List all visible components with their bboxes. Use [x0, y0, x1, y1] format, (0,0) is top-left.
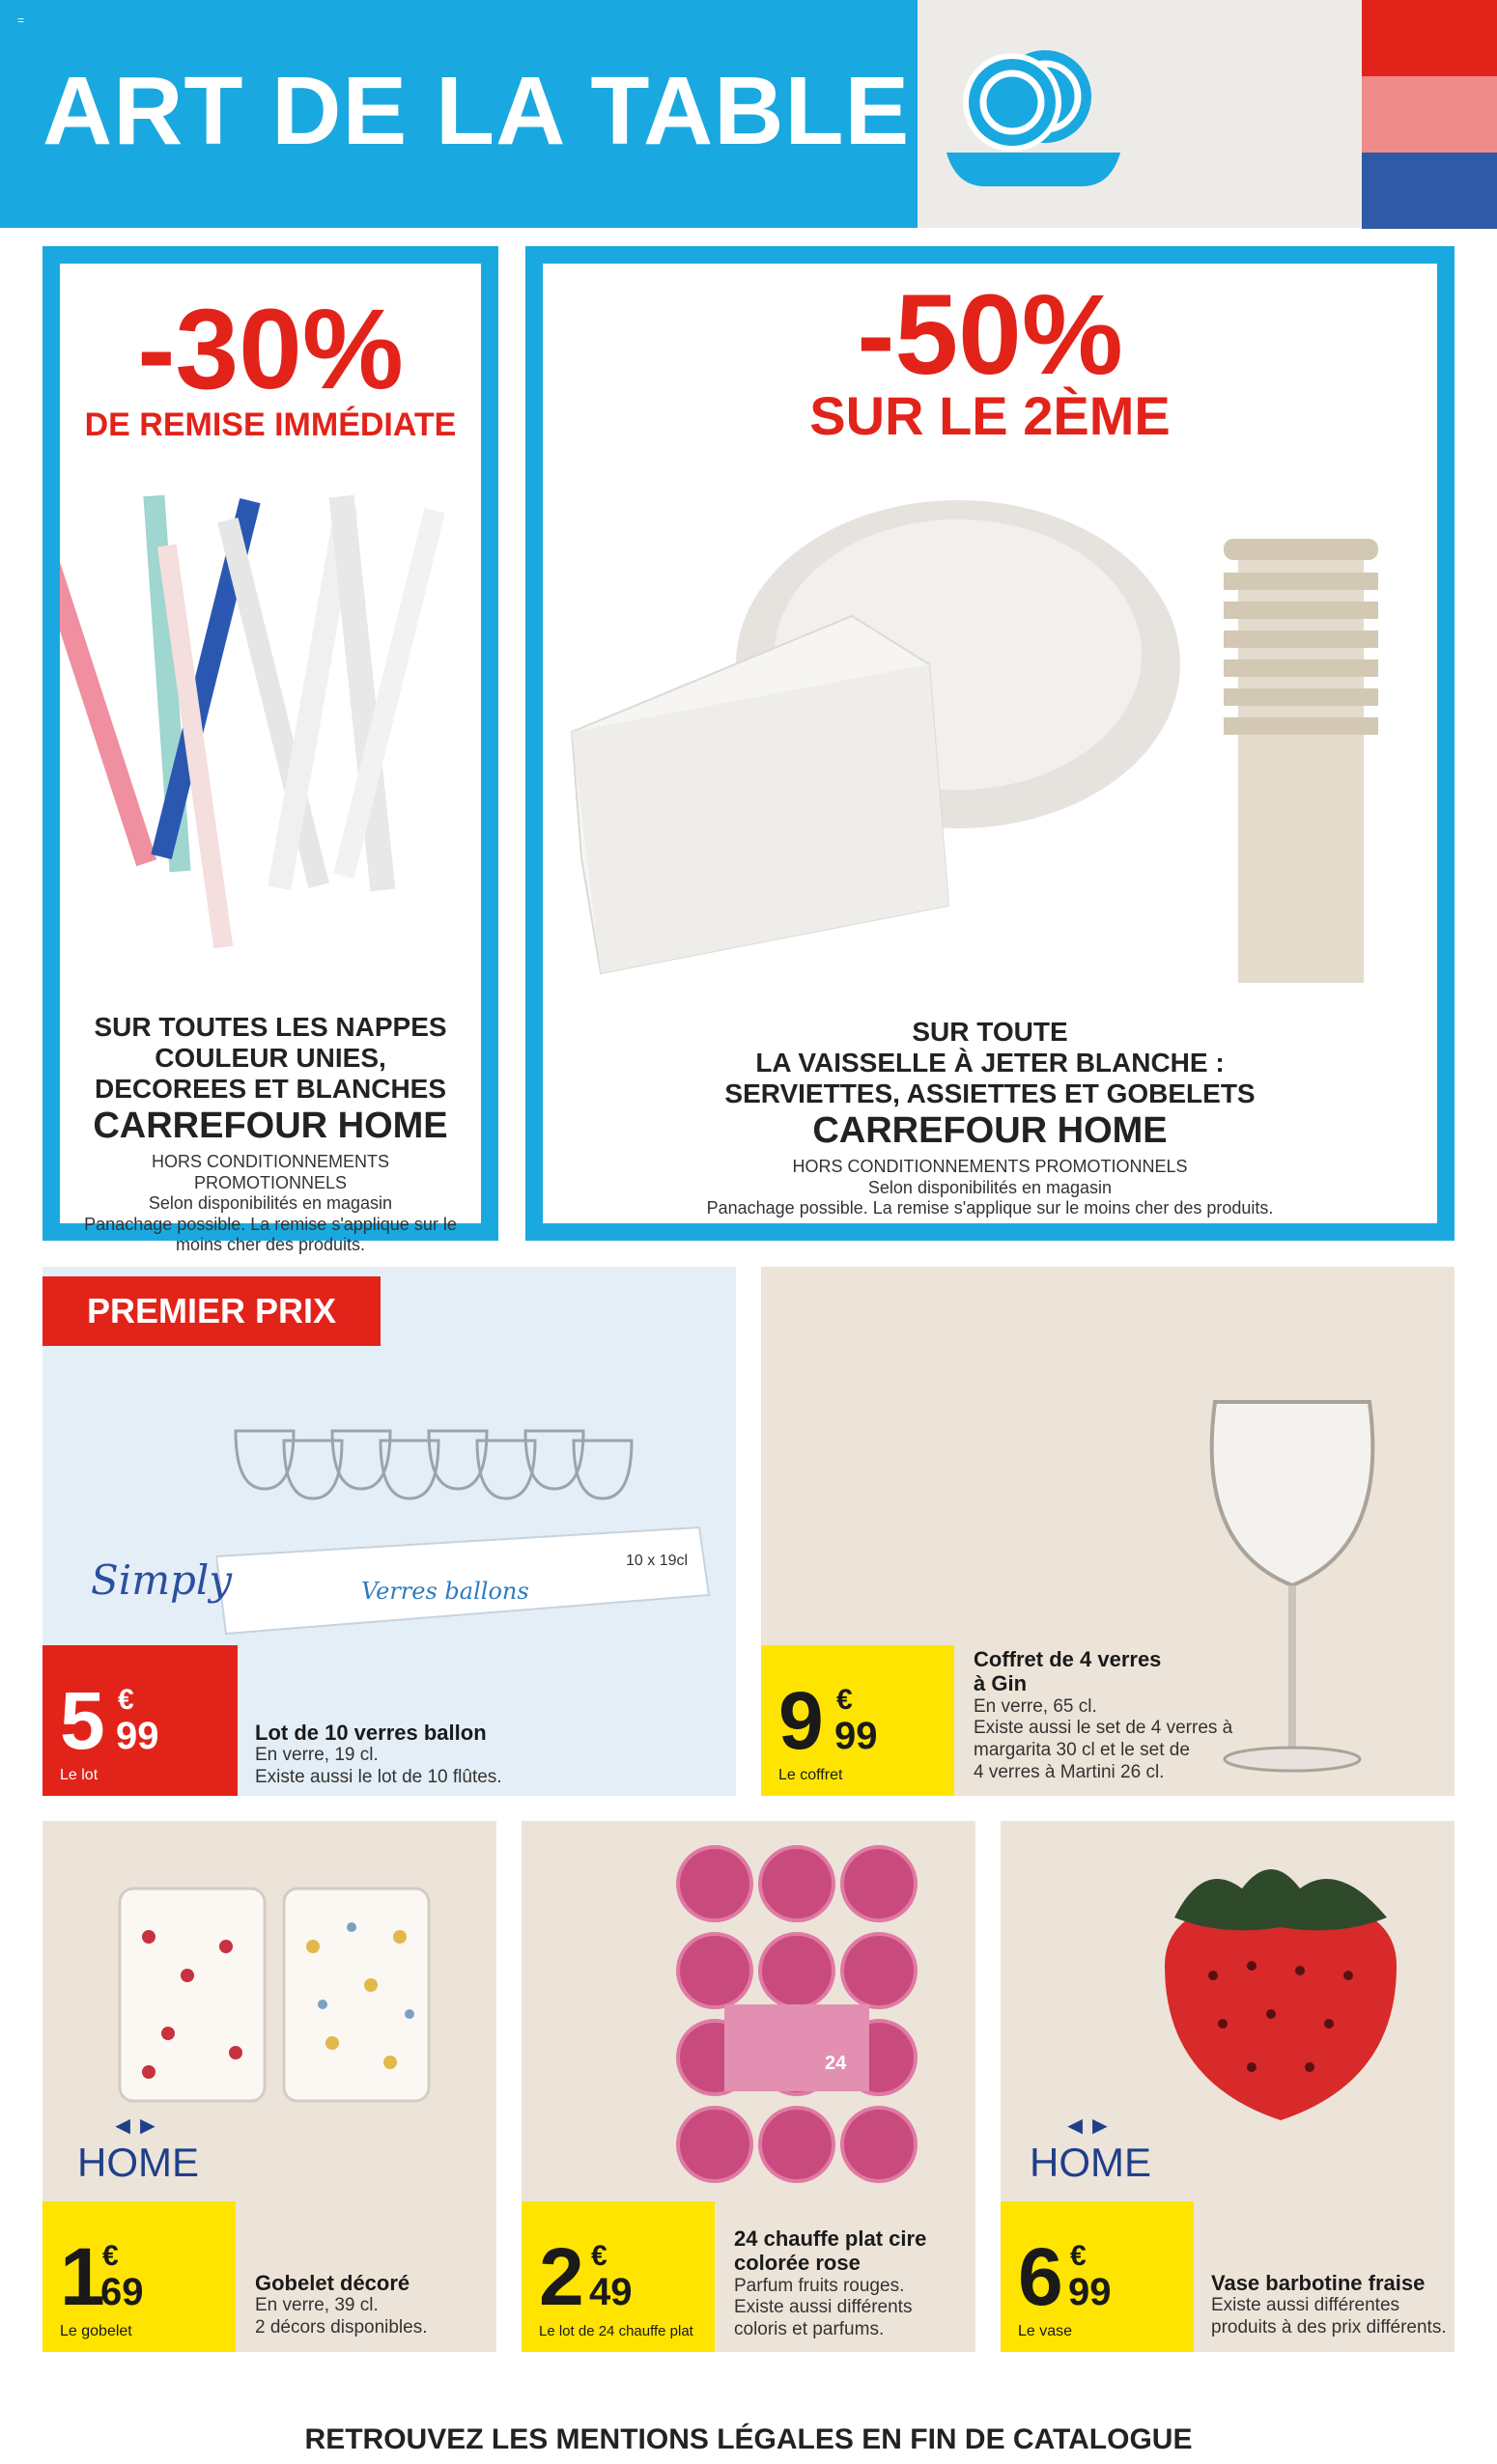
page-marker: = — [17, 14, 25, 27]
promo-note-2: Selon disponibilités en magasin — [867, 1177, 1113, 1197]
decorated-glasses-image — [81, 1869, 467, 2120]
promo-line-1: SUR TOUTE — [912, 1017, 1068, 1047]
promo-note-1: HORS CONDITIONNEMENTS PROMOTIONNELS — [792, 1157, 1188, 1176]
discount-50: -50% — [857, 271, 1123, 399]
discount-sub: SUR LE 2ÈME — [809, 385, 1171, 446]
product-card-vase[interactable] — [1001, 1821, 1455, 2352]
product-title-1: Coffret de 4 verres — [974, 1647, 1162, 1671]
plates-icon — [937, 17, 1130, 210]
product-sub-1: En verre, 19 cl. — [255, 1745, 379, 1766]
promo-note-3: Panachage possible. La remise s'applique sur le moins cher des produits. — [84, 1214, 457, 1255]
price-unit: Le lot — [60, 1767, 99, 1783]
header-icon-panel — [918, 0, 1362, 228]
price-unit: Le vase — [1018, 2323, 1073, 2339]
product-title: Vase barbotine fraise — [1211, 2271, 1426, 2295]
promo-line-2: COULEUR UNIES, — [155, 1043, 386, 1074]
product-sub-4: 4 verres à Martini 26 cl. — [974, 1761, 1165, 1782]
product-sub-2: produits à des prix différents. — [1211, 2317, 1447, 2338]
home-logo: HOME — [1030, 2140, 1151, 2185]
product-sub-2: Existe aussi le set de 4 verres à — [974, 1718, 1233, 1739]
box-count: 10 x 19cl — [626, 1553, 689, 1569]
promo-brand: CARREFOUR HOME — [812, 1109, 1168, 1151]
promo-note-1: HORS CONDITIONNEMENTS PROMOTIONNELS — [151, 1152, 389, 1192]
price-integer: 9 — [778, 1675, 824, 1766]
product-sub-3: coloris et parfums. — [734, 2319, 885, 2340]
price-currency: € — [591, 2240, 607, 2272]
price-unit: Le gobelet — [60, 2323, 132, 2339]
promo-note-2: Selon disponibilités en magasin — [148, 1193, 393, 1214]
promo-line-2: LA VAISSELLE À JETER BLANCHE : — [755, 1048, 1225, 1078]
product-title: Lot de 10 verres ballon — [255, 1721, 487, 1745]
price-currency: € — [118, 1684, 134, 1716]
product-title: Gobelet décoré — [255, 2271, 410, 2295]
flag-stripe-red — [1362, 0, 1497, 76]
disposable-tableware-image — [543, 471, 1437, 1012]
flag-stripe-blue — [1362, 153, 1497, 229]
product-card-verres-ballon[interactable] — [42, 1267, 736, 1796]
price-box — [42, 1645, 238, 1796]
price-integer: 1 — [60, 2231, 105, 2322]
promo-note-3: Panachage possible. La remise s'applique sur le moins cher des produits. — [706, 1198, 1274, 1218]
product-sub-3: margarita 30 cl et le set de — [974, 1740, 1190, 1761]
price-box — [522, 2201, 715, 2352]
product-card-verres-gin[interactable] — [761, 1267, 1455, 1796]
strawberry-vase-image — [1145, 1840, 1416, 2130]
tablecloth-rolls-image — [60, 486, 481, 968]
price-decimal: 99 — [834, 1715, 878, 1757]
promo-line-3: SERVIETTES, ASSIETTES ET GOBELETS — [724, 1078, 1256, 1109]
price-currency: € — [836, 1684, 853, 1716]
premier-prix-badge: PREMIER PRIX — [42, 1276, 381, 1346]
flag-stripe-pink — [1362, 76, 1497, 153]
price-integer: 6 — [1018, 2231, 1063, 2322]
price-box — [42, 2201, 236, 2352]
product-card-chauffe-plat[interactable] — [522, 1821, 975, 2352]
promo-line-3: DECOREES ET BLANCHES — [94, 1074, 447, 1105]
promo-box-vaisselle — [525, 246, 1455, 1241]
price-integer: 5 — [60, 1675, 105, 1766]
price-box — [1001, 2201, 1194, 2352]
promo-brand: CARREFOUR HOME — [93, 1105, 448, 1146]
price-box — [761, 1645, 954, 1796]
simply-logo: Simply — [91, 1556, 233, 1604]
tealights-image — [671, 1840, 922, 2198]
legal-footer: RETROUVEZ LES MENTIONS LÉGALES EN FIN DE CATALOGUE — [304, 2423, 1193, 2455]
product-sub-1: Parfum fruits rouges. — [734, 2275, 905, 2296]
product-title-2: colorée rose — [734, 2251, 861, 2276]
promo-box-nappes — [42, 246, 498, 1255]
discount-30: -30% — [137, 286, 404, 413]
price-currency: € — [1070, 2240, 1087, 2272]
pack-count: 24 — [825, 2053, 847, 2074]
product-sub-2: Existe aussi le lot de 10 flûtes. — [255, 1767, 502, 1788]
price-integer: 2 — [539, 2231, 584, 2322]
product-title-2: à Gin — [974, 1671, 1028, 1696]
product-sub-2: 2 décors disponibles. — [255, 2317, 428, 2338]
carrefour-logo-icon: ◄► — [1062, 2111, 1113, 2140]
product-card-gobelet[interactable] — [42, 1821, 496, 2352]
flag-stripes — [1362, 0, 1497, 228]
product-sub-1: En verre, 39 cl. — [255, 2295, 379, 2316]
price-currency: € — [102, 2240, 119, 2272]
product-title-1: 24 chauffe plat cire — [734, 2226, 927, 2251]
price-unit: Le coffret — [778, 1767, 843, 1783]
box-label: Verres ballons — [361, 1578, 529, 1605]
price-decimal: 69 — [100, 2271, 144, 2313]
discount-sub: DE REMISE IMMÉDIATE — [84, 406, 457, 443]
promo-line-1: SUR TOUTES LES NAPPES — [94, 1012, 447, 1042]
product-sub-1: En verre, 65 cl. — [974, 1695, 1097, 1717]
home-logo: HOME — [77, 2140, 199, 2185]
product-sub-2: Existe aussi différents — [734, 2297, 913, 2318]
price-unit: Le lot de 24 chauffe plat — [539, 2323, 693, 2339]
product-sub-1: Existe aussi différentes — [1211, 2295, 1400, 2316]
price-decimal: 99 — [1068, 2271, 1112, 2313]
price-decimal: 99 — [116, 1715, 159, 1757]
price-decimal: 49 — [589, 2271, 633, 2313]
page-title: ART DE LA TABLE — [42, 57, 911, 165]
carrefour-logo-icon: ◄► — [110, 2111, 160, 2140]
